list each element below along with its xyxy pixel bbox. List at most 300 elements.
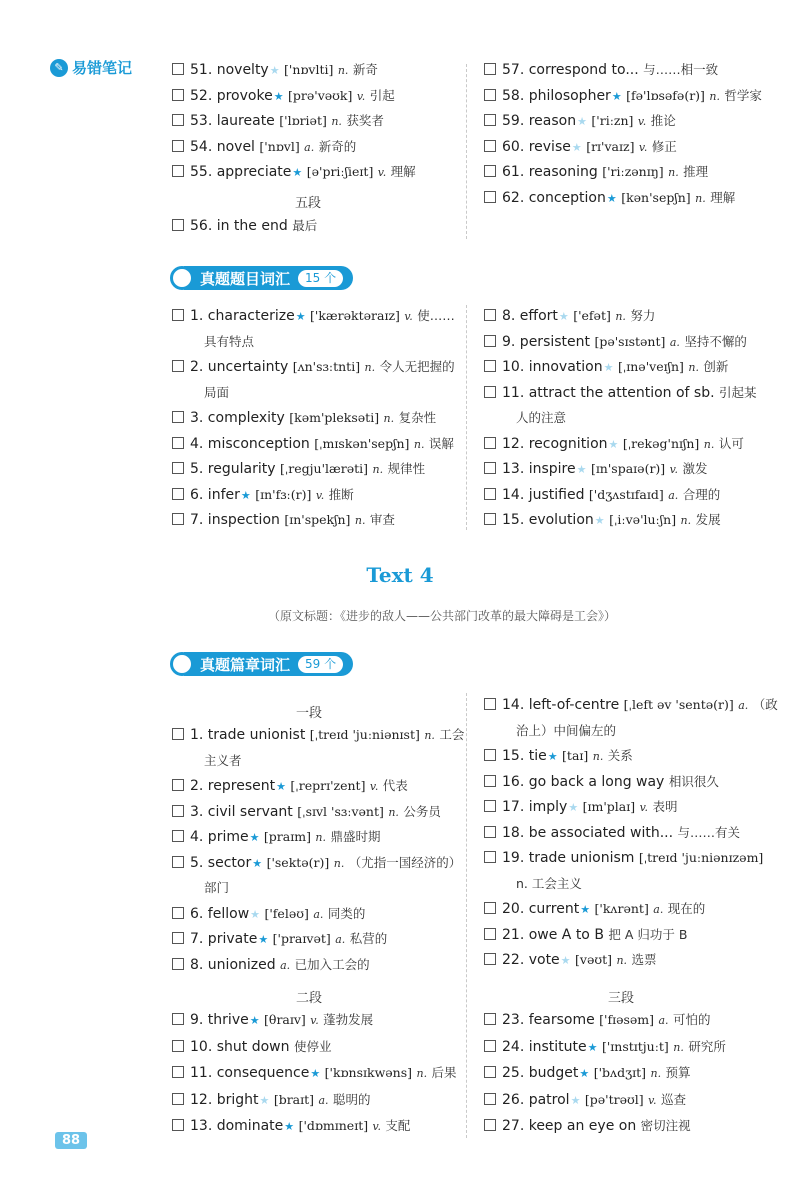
vocab-entry — [484, 354, 728, 381]
phonetic: ['dɒmɪneɪt] — [298, 1118, 369, 1133]
paragraph-label: 三段 — [608, 991, 635, 1006]
checkbox-icon — [172, 932, 184, 944]
checkbox-icon — [484, 1119, 496, 1131]
star-icon: ★ — [611, 89, 622, 103]
part-of-speech: v. — [369, 780, 379, 793]
vocab-term: 51. novelty — [190, 62, 269, 78]
vocab-entry — [172, 773, 408, 800]
part-of-speech: n. — [680, 514, 692, 527]
definition: 工会 — [439, 727, 465, 742]
vocab-entry — [172, 926, 387, 953]
vocab-entry — [172, 1087, 371, 1114]
vocab-term: 23. fearsome — [502, 1012, 595, 1028]
definition: 私营的 — [349, 931, 388, 946]
part-of-speech: v. — [648, 1093, 657, 1107]
definition: 与……有关 — [677, 824, 741, 840]
checkbox-icon — [484, 140, 496, 152]
column-divider — [466, 64, 467, 239]
vocab-entry — [172, 1034, 331, 1060]
phonetic: [ˌɪnə'veɪʃn] — [617, 359, 684, 374]
phonetic: [ʌn'sɜːtnti] — [292, 359, 361, 374]
vocab-entry — [484, 303, 655, 330]
paragraph-label: 一段 — [296, 706, 323, 721]
checkbox-icon — [484, 1093, 496, 1105]
vocab-term: 3. civil servant — [190, 803, 293, 820]
checkbox-icon — [484, 191, 496, 203]
phonetic: [ɪn'fɜː(r)] — [255, 486, 312, 502]
definition: 后果 — [431, 1065, 457, 1080]
definition-continued: 部门 — [204, 880, 230, 895]
checkbox-icon — [172, 462, 184, 474]
definition: 相识很久 — [668, 773, 719, 789]
definition: 获奖者 — [346, 113, 384, 128]
logo-text: 易错笔记 — [72, 59, 133, 77]
part-of-speech: a. — [304, 140, 315, 154]
checkbox-icon — [484, 698, 496, 710]
vocab-entry — [484, 329, 747, 356]
vocab-entry — [484, 1034, 726, 1061]
vocab-term: 1. trade unionist — [190, 727, 306, 743]
phonetic: [rɪ'vaɪz] — [586, 138, 635, 154]
vocab-term: 13. dominate — [190, 1118, 284, 1134]
phonetic: ['efət] — [573, 308, 611, 323]
star-icon: ★ — [576, 463, 587, 476]
vocab-entry — [484, 456, 708, 483]
part-of-speech: n. — [331, 115, 342, 128]
phonetic: ['feləʊ] — [264, 905, 309, 921]
definition-continued: n. 工会主义 — [516, 875, 582, 891]
definition: 公务员 — [403, 803, 441, 819]
definition: 聪明的 — [333, 1091, 371, 1107]
checkbox-icon — [172, 488, 184, 500]
checkbox-icon — [172, 1093, 184, 1105]
vocab-term: 56. in the end — [190, 218, 288, 234]
part-of-speech: a. — [313, 907, 324, 921]
checkbox-icon — [172, 513, 184, 525]
vocab-entry — [484, 83, 762, 110]
checkbox-icon — [484, 775, 496, 787]
definition: 修正 — [651, 138, 677, 154]
vocab-entry — [484, 108, 676, 135]
definition: 使停业 — [293, 1038, 332, 1054]
checkbox-icon — [484, 335, 496, 347]
star-icon: ★ — [560, 954, 571, 967]
phonetic: ['praɪvət] — [272, 931, 331, 946]
phonetic: [ɪn'spekʃn] — [284, 512, 351, 527]
vocab-term: 52. provoke — [190, 87, 273, 104]
vocab-term: 6. infer — [190, 486, 240, 503]
definition: 可怕的 — [673, 1012, 711, 1027]
definition: 哲学家 — [724, 87, 762, 103]
star-icon: ★ — [594, 514, 605, 527]
phonetic: ['lɒriət] — [279, 113, 327, 128]
part-of-speech: v. — [638, 140, 648, 154]
definition: 巡查 — [660, 1091, 686, 1107]
phonetic: ['kʌrənt] — [594, 901, 649, 916]
part-of-speech: n. — [695, 191, 706, 205]
star-icon: ★ — [558, 310, 569, 323]
vocab-term: 59. reason — [502, 113, 577, 129]
phonetic: ['nɒvl] — [259, 138, 300, 154]
star-icon: ★ — [252, 856, 263, 870]
definition: 努力 — [630, 308, 656, 323]
phonetic: [ə'priːʃieɪt] — [306, 164, 374, 179]
vocab-term: 2. represent — [190, 778, 276, 794]
part-of-speech: n. — [616, 954, 628, 967]
part-of-speech: a. — [738, 699, 749, 712]
star-icon: ★ — [284, 1120, 295, 1133]
original-title-note: （原文标题：《进步的敌人——公共部门改革的最大障碍是工会》） — [268, 609, 617, 623]
magnifier-icon — [170, 266, 194, 290]
definition: 支配 — [385, 1118, 411, 1133]
vocab-term: 54. novel — [190, 138, 255, 155]
checkbox-icon — [484, 826, 496, 838]
phonetic: [ɪm'plaɪ] — [582, 799, 636, 814]
checkbox-icon — [172, 1040, 184, 1052]
part-of-speech: n. — [673, 1040, 684, 1054]
definition: 理解 — [710, 189, 736, 205]
vocab-entry — [172, 507, 395, 534]
star-icon: ★ — [587, 1040, 598, 1054]
vocab-entry — [484, 922, 687, 948]
phonetic: [taɪ] — [562, 748, 589, 763]
definition: 审查 — [369, 512, 395, 527]
section-header-question-vocab — [170, 264, 353, 292]
vocab-term: 5. regularity — [190, 461, 276, 477]
phonetic: [fə'lɒsəfə(r)] — [626, 87, 705, 103]
checkbox-icon — [172, 779, 184, 791]
checkbox-icon — [484, 165, 496, 177]
star-icon: ★ — [603, 361, 614, 374]
part-of-speech: v. — [404, 310, 413, 323]
checkbox-icon — [484, 1013, 496, 1025]
phonetic: [ˌtreɪd 'juːniənɪzəm] — [638, 850, 764, 865]
phonetic: [ˌiːvə'luːʃn] — [609, 512, 677, 527]
part-of-speech: n. — [615, 310, 626, 323]
vocab-term: 10. shut down — [190, 1038, 290, 1055]
word-count-badge: 15 个 — [298, 270, 343, 287]
checkbox-icon — [172, 1066, 184, 1078]
phonetic: [ˌreprɪ'zent] — [290, 778, 366, 793]
phonetic: [prə'vəʊk] — [288, 87, 353, 103]
phonetic: [braɪt] — [273, 1091, 315, 1107]
definition: 坚持不懈的 — [684, 333, 747, 349]
phonetic: [ɪn'spaɪə(r)] — [590, 461, 666, 476]
checkbox-icon — [484, 1040, 496, 1052]
definition: 合理的 — [682, 486, 721, 502]
phonetic: ['kærəktəraɪz] — [310, 308, 400, 323]
vocab-term: 14. justified — [502, 486, 585, 503]
vocab-term: 4. misconception — [190, 435, 310, 452]
checkbox-icon — [172, 1119, 184, 1131]
part-of-speech: a. — [669, 335, 680, 349]
vocab-entry — [484, 431, 744, 458]
vocab-term: 12. recognition — [502, 435, 608, 452]
star-icon: ★ — [310, 1067, 321, 1080]
vocab-term: 15. evolution — [502, 512, 594, 528]
star-icon: ★ — [608, 437, 619, 451]
part-of-speech: n. — [364, 361, 376, 374]
vocab-entry — [484, 159, 708, 186]
definition: 令人无把握的 — [379, 359, 455, 374]
definition: 蓬勃发展 — [323, 1012, 374, 1027]
part-of-speech: n. — [703, 437, 715, 451]
definition: 最后 — [292, 218, 318, 233]
definition: 与……相一致 — [643, 62, 719, 77]
checkbox-icon — [172, 165, 184, 177]
logo — [50, 57, 132, 78]
phonetic: ['riːzn] — [591, 113, 634, 128]
vocab-entry — [172, 108, 384, 135]
part-of-speech: n. — [416, 1067, 428, 1080]
definition: 使…… — [417, 308, 455, 323]
vocab-term: 7. inspection — [190, 512, 280, 528]
phonetic: ['nɒvlti] — [284, 62, 334, 77]
definition: 代表 — [382, 778, 408, 793]
vocab-entry — [484, 185, 735, 212]
star-icon: ★ — [295, 310, 306, 323]
checkbox-icon — [484, 386, 496, 398]
vocab-entry — [172, 850, 461, 877]
phonetic: [ˌmɪskən'sepʃn] — [314, 435, 410, 451]
vocab-term: 11. consequence — [190, 1065, 310, 1081]
star-icon: ★ — [580, 903, 591, 916]
definition-continued: 局面 — [204, 384, 230, 400]
paragraph-label: 五段 — [295, 196, 322, 211]
checkbox-icon — [172, 1013, 184, 1025]
column-divider — [466, 305, 467, 530]
vocab-entry — [172, 57, 378, 84]
phonetic: ['dʒʌstɪfaɪd] — [588, 486, 664, 502]
vocab-term: 60. revise — [502, 138, 571, 155]
vocab-entry — [172, 303, 455, 330]
star-icon: ★ — [292, 166, 303, 179]
vocab-entry — [484, 1007, 711, 1034]
vocab-entry — [484, 1113, 691, 1139]
vocab-term: 12. bright — [190, 1091, 259, 1108]
star-icon: ★ — [269, 64, 280, 77]
definition: 预算 — [665, 1065, 691, 1080]
definition-continued: 具有特点 — [204, 333, 255, 349]
part-of-speech: a. — [658, 1014, 669, 1027]
checkbox-icon — [172, 805, 184, 817]
definition: 同类的 — [327, 905, 366, 921]
checkbox-icon — [484, 462, 496, 474]
part-of-speech: n. — [668, 166, 679, 179]
star-icon: ★ — [606, 191, 617, 205]
vocab-term: 4. prime — [190, 829, 249, 845]
vocab-entry — [172, 456, 425, 483]
star-icon: ★ — [579, 1067, 590, 1080]
checkbox-icon — [484, 63, 496, 75]
vocab-term: 57. correspond to... — [502, 62, 639, 78]
vocab-term: 26. patrol — [502, 1091, 570, 1108]
vocab-entry — [484, 134, 677, 161]
definition: 已加入工会的 — [294, 956, 370, 972]
section-bar — [184, 652, 353, 676]
part-of-speech: a. — [280, 958, 291, 972]
definition: 创新 — [703, 359, 729, 374]
star-icon: ★ — [577, 115, 587, 128]
part-of-speech: n. — [333, 856, 345, 870]
phonetic: [ˌtreɪd 'juːniənɪst] — [309, 727, 420, 742]
phonetic: [kən'sepʃn] — [621, 189, 691, 205]
checkbox-icon — [172, 140, 184, 152]
star-icon: ★ — [250, 907, 261, 921]
vocab-term: 19. trade unionism — [502, 850, 635, 866]
star-icon: ★ — [259, 1093, 270, 1107]
vocab-term: 15. tie — [502, 748, 547, 764]
column-divider — [466, 693, 467, 1138]
vocab-term: 10. innovation — [502, 359, 603, 375]
part-of-speech: v. — [377, 166, 387, 179]
checkbox-icon — [172, 114, 184, 126]
part-of-speech: n. — [709, 89, 720, 103]
phonetic: [praɪm] — [263, 829, 311, 844]
vocab-entry — [172, 83, 395, 110]
phonetic: ['fɪəsəm] — [599, 1012, 655, 1027]
definition: 认可 — [718, 435, 744, 451]
part-of-speech: v. — [372, 1120, 381, 1133]
vocab-entry — [484, 947, 657, 974]
vocab-term: 3. complexity — [190, 410, 285, 426]
checkbox-icon — [484, 1066, 496, 1078]
definition: 研究所 — [688, 1038, 726, 1054]
star-icon: ★ — [568, 801, 579, 814]
definition: 密切注视 — [640, 1118, 691, 1133]
checkbox-icon — [484, 488, 496, 500]
vocab-term: 7. private — [190, 931, 258, 947]
definition: （政 — [752, 697, 778, 712]
vocab-term: 20. current — [502, 901, 580, 917]
vocab-entry — [484, 1060, 691, 1087]
checkbox-icon — [484, 437, 496, 449]
vocab-entry — [484, 482, 720, 509]
star-icon: ★ — [249, 831, 260, 844]
part-of-speech: v. — [669, 463, 679, 476]
checkbox-icon — [484, 749, 496, 761]
vocab-entry — [484, 692, 778, 719]
checkbox-icon — [484, 114, 496, 126]
phonetic: [ˌrekəg'nɪʃn] — [622, 435, 700, 451]
part-of-speech: n. — [372, 463, 384, 476]
vocab-entry — [484, 57, 718, 83]
phonetic: ['riːzənɪŋ] — [602, 164, 664, 179]
vocab-term: 53. laureate — [190, 113, 275, 129]
vocab-entry — [484, 507, 721, 534]
definition: 鼎盛时期 — [330, 829, 381, 844]
definition: 引起某 — [719, 384, 757, 400]
part-of-speech: n. — [383, 412, 395, 425]
part-of-speech: v. — [356, 89, 366, 103]
checkbox-icon — [172, 360, 184, 372]
definition: 关系 — [607, 748, 633, 763]
definition: （尤指一国经济的） — [348, 854, 462, 870]
vocab-entry — [172, 722, 464, 749]
vocab-entry — [172, 799, 441, 826]
definition: 激发 — [682, 461, 708, 476]
checkbox-icon — [172, 830, 184, 842]
vocab-term: 14. left-of-centre — [502, 697, 620, 713]
vocab-entry — [172, 213, 317, 239]
page-number: 88 — [55, 1132, 87, 1149]
part-of-speech: v. — [310, 1014, 319, 1027]
vocab-entry — [172, 1007, 373, 1034]
phonetic: [pə'trəʊl] — [584, 1091, 644, 1107]
star-icon: ★ — [276, 780, 286, 793]
word-count-badge: 59 个 — [298, 656, 343, 673]
checkbox-icon — [172, 856, 184, 868]
definition: 复杂性 — [398, 410, 437, 425]
vocab-entry — [172, 1113, 410, 1140]
vocab-entry — [484, 845, 763, 871]
checkbox-icon — [484, 360, 496, 372]
phonetic: ['bʌdʒɪt] — [593, 1065, 647, 1080]
phonetic: [ˌleft əv 'sentə(r)] — [623, 697, 734, 712]
phonetic: ['kɒnsɪkwəns] — [324, 1065, 413, 1080]
vocab-term: 61. reasoning — [502, 164, 598, 180]
vocab-entry — [484, 769, 719, 795]
part-of-speech: n. — [337, 64, 349, 77]
star-icon: ★ — [570, 1093, 581, 1107]
star-icon: ★ — [273, 89, 284, 103]
vocab-term: 11. attract the attention of sb. — [502, 384, 715, 401]
definition: 现在的 — [667, 901, 706, 916]
checkbox-icon — [484, 902, 496, 914]
vocab-term: 55. appreciate — [190, 164, 292, 180]
vocab-entry — [172, 901, 365, 928]
part-of-speech: n. — [424, 729, 435, 742]
vocab-term: 27. keep an eye on — [502, 1118, 637, 1134]
paragraph-label: 二段 — [296, 991, 323, 1006]
vocab-entry — [172, 134, 356, 161]
vocab-term: 25. budget — [502, 1065, 579, 1081]
definition: 发展 — [695, 512, 721, 527]
vocab-term: 21. owe A to B — [502, 926, 604, 943]
checkbox-icon — [172, 219, 184, 231]
vocab-entry — [172, 405, 436, 432]
checkbox-icon — [484, 953, 496, 965]
vocab-entry — [484, 1087, 686, 1114]
checkbox-icon — [484, 89, 496, 101]
part-of-speech: a. — [318, 1093, 329, 1107]
part-of-speech: n. — [354, 514, 366, 527]
checkbox-icon — [172, 89, 184, 101]
vocab-term: 24. institute — [502, 1038, 587, 1055]
phonetic: [ˌsɪvl 'sɜːvənt] — [297, 803, 384, 819]
vocab-term: 1. characterize — [190, 308, 295, 324]
vocab-entry — [484, 743, 633, 770]
definition: 新奇的 — [318, 138, 357, 154]
vocab-entry — [172, 354, 455, 381]
vocab-entry — [484, 380, 757, 406]
section-header-passage-vocab — [170, 650, 353, 678]
star-icon: ★ — [240, 488, 251, 502]
part-of-speech: v. — [637, 115, 647, 128]
vocab-term: 17. imply — [502, 799, 568, 815]
checkbox-icon — [484, 800, 496, 812]
star-icon: ★ — [571, 140, 582, 154]
section-title: 真题篇章词汇 — [200, 655, 291, 674]
vocab-entry — [172, 952, 370, 979]
vocab-term: 9. thrive — [190, 1012, 249, 1028]
phonetic: ['sektə(r)] — [266, 854, 330, 870]
section-title: 真题题目词汇 — [200, 269, 291, 288]
star-icon: ★ — [249, 1014, 260, 1027]
checkbox-icon — [172, 411, 184, 423]
vocab-term: 2. uncertainty — [190, 359, 289, 375]
vocab-term: 16. go back a long way — [502, 773, 665, 790]
